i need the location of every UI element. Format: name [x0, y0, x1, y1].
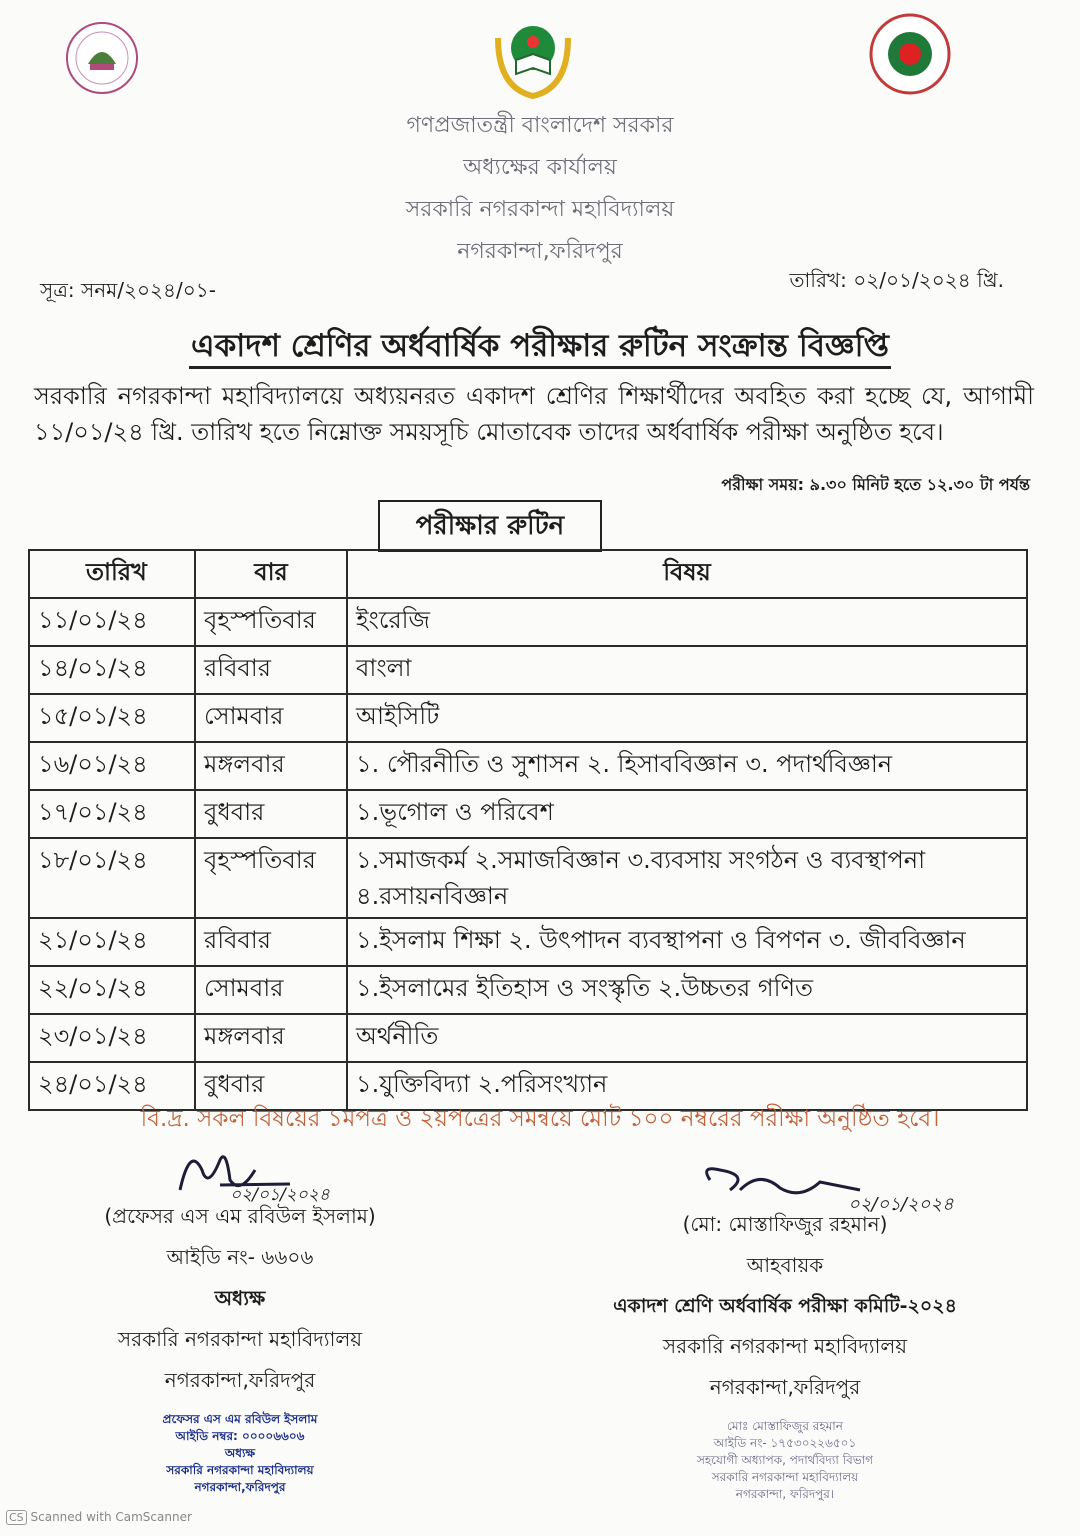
exam-time: পরীক্ষা সময়: ৯.৩০ মিনিট হতে ১২.৩০ টা পর্যন্ত [721, 475, 1030, 494]
principal-sign-date: ০২/০১/২০২৪ [230, 1185, 330, 1205]
row-day: মঙ্গলবার [195, 742, 347, 790]
row-subject: বাংলা [347, 646, 1027, 694]
principal-college: সরকারি নগরকান্দা মহাবিদ্যালয় [117, 1327, 363, 1351]
row-date: ২২/০১/২৪ [29, 966, 195, 1014]
government-line: গণপ্রজাতন্ত্রী বাংলাদেশ সরকার [406, 113, 674, 138]
header-date: তারিখ [29, 550, 195, 598]
table-row [29, 694, 1027, 742]
row-date: ১১/০১/২৪ [29, 598, 195, 646]
reference-number: সূত্র: সনম/২০২৪/০১- [40, 278, 216, 302]
row-subject: ইংরেজি [347, 598, 1027, 646]
row-date: ১৭/০১/২৪ [29, 790, 195, 838]
row-date: ২৪/০১/২৪ [29, 1062, 195, 1110]
routine-heading: পরীক্ষার রুটিন [378, 500, 602, 552]
header-subject: বিষয় [347, 550, 1027, 598]
convener-college: সরকারি নগরকান্দা মহাবিদ্যালয় [662, 1334, 908, 1358]
table-row [29, 790, 1027, 838]
row-subject: ১. পৌরনীতি ও সুশাসন ২. হিসাববিজ্ঞান ৩. পদার্থবিজ্ঞান [347, 742, 1027, 790]
row-date: ১৪/০১/২৪ [29, 646, 195, 694]
table-row [29, 1014, 1027, 1062]
footnote: বি.দ্র. সকল বিষয়ের ১মপত্র ও ২য়পত্রের সমন্বয়ে মোট ১০০ নম্বরের পরীক্ষা অনুষ্ঠিত হবে। [140, 1106, 940, 1132]
table-row [29, 598, 1027, 646]
principal-signature-block [90, 1140, 390, 1496]
row-date: ১৫/০১/২৪ [29, 694, 195, 742]
row-day: মঙ্গলবার [195, 1014, 347, 1062]
row-subject: ১.ইসলামের ইতিহাস ও সংস্কৃতি ২.উচ্চতর গণিত [347, 966, 1027, 1014]
camscanner-icon: CS [6, 1510, 27, 1525]
row-day: সোমবার [195, 966, 347, 1014]
principal-id: আইডি নং- ৬৬০৬ [166, 1245, 314, 1269]
notice-body: সরকারি নগরকান্দা মহাবিদ্যালয়ে অধ্যয়নরত একাদশ শ্রেণির শিক্ষার্থীদের অবহিত করা হচ্ছে যে, আগামী ১১/০১/২৪ খ্রি. তারিখ হতে নিম্নোক্ত সময়সূচি মোতাবেক তাদের অর্ধবার্ষিক পরীক্ষা অনুষ্ঠিত হবে। [34, 382, 1034, 446]
college-seal-logo [64, 20, 140, 96]
convener-role: আহবায়ক [746, 1253, 824, 1277]
table-row [29, 918, 1027, 966]
college-line: সরকারি নগরকান্দা মহাবিদ্যালয় [405, 197, 675, 222]
routine-table [28, 549, 1028, 1111]
principal-name: (প্রফেসর এস এম রবিউল ইসলাম) [104, 1204, 376, 1228]
table-row [29, 966, 1027, 1014]
row-day: রবিবার [195, 918, 347, 966]
principal-location: নগরকান্দা,ফরিদপুর [164, 1368, 316, 1392]
row-date: ২১/০১/২৪ [29, 918, 195, 966]
principal-designation: অধ্যক্ষ [214, 1286, 266, 1310]
row-subject: অর্থনীতি [347, 1014, 1027, 1062]
education-board-logo [488, 18, 578, 100]
row-date: ২৩/০১/২৪ [29, 1014, 195, 1062]
row-day: বৃহস্পতিবার [195, 838, 347, 918]
row-subject: ১.যুক্তিবিদ্যা ২.পরিসংখ্যান [347, 1062, 1027, 1110]
scanner-watermark: CS Scanned with CamScanner [6, 1510, 192, 1525]
row-day: বুধবার [195, 1062, 347, 1110]
government-seal-logo [868, 12, 952, 96]
row-subject: ১.ভূগোল ও পরিবেশ [347, 790, 1027, 838]
row-subject: ১.ইসলাম শিক্ষা ২. উৎপাদন ব্যবস্থাপনা ও বিপণন ৩. জীববিজ্ঞান [347, 918, 1027, 966]
convener-name: (মো: মোস্তাফিজুর রহমান) [682, 1212, 888, 1236]
notice-title: একাদশ শ্রেণির অর্ধবার্ষিক পরীক্ষার রুটিন সংক্রান্ত বিজ্ঞপ্তি [0, 322, 1080, 374]
header-day: বার [195, 550, 347, 598]
row-subject: আইসিটি [347, 694, 1027, 742]
convener-location: নগরকান্দা,ফরিদপুর [709, 1375, 861, 1399]
row-day: বুধবার [195, 790, 347, 838]
table-row [29, 742, 1027, 790]
row-day: রবিবার [195, 646, 347, 694]
office-line: অধ্যক্ষের কার্যালয় [463, 155, 617, 180]
row-day: বৃহস্পতিবার [195, 598, 347, 646]
row-subject: ১.সমাজকর্ম ২.সমাজবিজ্ঞান ৩.ব্যবসায় সংগঠন ও ব্যবস্থাপনা ৪.রসায়নবিজ্ঞান [347, 838, 1027, 918]
principal-stamp: প্রফেসর এস এম রবিউল ইসলাম আইডি নম্বর: ০০০০৬৬০৬ অধ্যক্ষ সরকারি নগরকান্দা মহাবিদ্যালয় নগরকান্দা,ফরিদপুর [162, 1412, 318, 1494]
row-date: ১৬/০১/২৪ [29, 742, 195, 790]
convener-signature-block [600, 1160, 970, 1503]
convener-committee: একাদশ শ্রেণি অর্ধবার্ষিক পরীক্ষা কমিটি-২০২৪ [613, 1295, 957, 1317]
table-row [29, 838, 1027, 918]
notice-date: তারিখ: ০২/০১/২০২৪ খ্রি. [789, 268, 1004, 292]
convener-sign-date: ০২/০১/২০২৪ [848, 1194, 954, 1215]
location-line: নগরকান্দা,ফরিদপুর [457, 239, 623, 264]
convener-stamp: মোঃ মোস্তাফিজুর রহমান আইডি নং- ১৭৫৩০২২৬৫০১ সহযোগী অধ্যাপক, পদার্থবিদ্যা বিভাগ সরকারি নগরকান্দা মহাবিদ্যালয় নগরকান্দা, ফরিদপুর। [696, 1419, 874, 1501]
table-row [29, 646, 1027, 694]
row-day: সোমবার [195, 694, 347, 742]
row-date: ১৮/০১/২৪ [29, 838, 195, 918]
table-header-row [29, 550, 1027, 598]
